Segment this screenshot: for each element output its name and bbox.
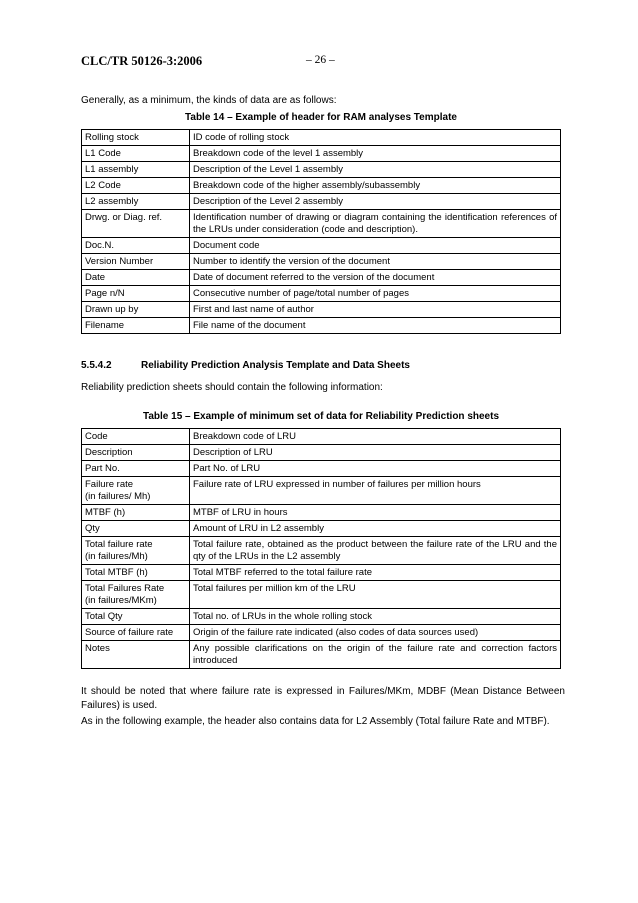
row-label: L1 assembly <box>82 162 190 178</box>
section-heading <box>81 360 410 371</box>
row-label: Doc.N. <box>82 238 190 254</box>
table-row <box>82 270 561 286</box>
table-row <box>82 254 561 270</box>
table-row <box>82 581 561 609</box>
section-title: Reliability Prediction Analysis Template and Data Sheets <box>141 360 410 371</box>
table-row <box>82 210 561 238</box>
table-row <box>82 477 561 505</box>
table-row <box>82 565 561 581</box>
table-row <box>82 238 561 254</box>
document-id: CLC/TR 50126-3:2006 <box>81 54 203 68</box>
row-label: L1 Code <box>82 146 190 162</box>
row-value: Description of LRU <box>190 445 561 461</box>
table-row <box>82 318 561 334</box>
row-value: Breakdown code of LRU <box>190 429 561 445</box>
intro-paragraph: Generally, as a minimum, the kinds of data are as follows: <box>81 95 337 106</box>
row-value: MTBF of LRU in hours <box>190 505 561 521</box>
row-label <box>82 581 190 609</box>
page-header <box>81 54 561 70</box>
section-number: 5.5.4.2 <box>81 360 112 371</box>
row-label-line: Total MTBF (h) <box>85 567 148 578</box>
row-value: Total failures per million km of the LRU <box>190 581 561 609</box>
row-label-line: Notes <box>85 643 110 654</box>
row-value: Part No. of LRU <box>190 461 561 477</box>
row-label-unit: (in failures/MKm) <box>85 595 157 606</box>
row-label <box>82 461 190 477</box>
row-value: Amount of LRU in L2 assembly <box>190 521 561 537</box>
row-value: ID code of rolling stock <box>190 130 561 146</box>
table-row <box>82 445 561 461</box>
row-label <box>82 641 190 669</box>
note-paragraph-2: As in the following example, the header also contains data for L2 Assembly (Total failure Rate and MTBF). <box>81 716 550 727</box>
row-label: Version Number <box>82 254 190 270</box>
row-value: Failure rate of LRU expressed in number of failures per million hours <box>190 477 561 505</box>
row-label-line: Source of failure rate <box>85 627 174 638</box>
row-value: File name of the document <box>190 318 561 334</box>
row-value: Date of document referred to the version of the document <box>190 270 561 286</box>
table-row <box>82 146 561 162</box>
table-15 <box>81 428 561 669</box>
row-value: Identification number of drawing or diagram containing the identification references of the LRUs under consideration (code and description). <box>190 210 561 238</box>
table-14 <box>81 129 561 334</box>
row-label <box>82 609 190 625</box>
row-value: Breakdown code of the higher assembly/subassembly <box>190 178 561 194</box>
row-value: Description of the Level 2 assembly <box>190 194 561 210</box>
row-label-line: Total Failures Rate <box>85 583 165 594</box>
row-label: Rolling stock <box>82 130 190 146</box>
row-label: Page n/N <box>82 286 190 302</box>
table-row <box>82 130 561 146</box>
table-row <box>82 162 561 178</box>
row-label <box>82 625 190 641</box>
row-value: Total no. of LRUs in the whole rolling stock <box>190 609 561 625</box>
row-value: Number to identify the version of the document <box>190 254 561 270</box>
table-row <box>82 429 561 445</box>
row-value: Consecutive number of page/total number of pages <box>190 286 561 302</box>
row-label-line: Qty <box>85 523 100 534</box>
row-label-line: Failure rate <box>85 479 134 490</box>
row-label-unit: (in failures/ Mh) <box>85 491 151 502</box>
table-row <box>82 521 561 537</box>
row-label: L2 Code <box>82 178 190 194</box>
table-row <box>82 641 561 669</box>
row-value: Breakdown code of the level 1 assembly <box>190 146 561 162</box>
page-number: – 26 – <box>306 54 335 66</box>
note-paragraph-1: It should be noted that where failure rate is expressed in Failures/MKm, MDBF (Mean Distance Between Failures) is used. <box>81 686 565 711</box>
table-row <box>82 625 561 641</box>
table-row <box>82 537 561 565</box>
row-label-unit: (in failures/Mh) <box>85 551 148 562</box>
row-value: Total failure rate, obtained as the product between the failure rate of the LRU and the qty of the LRUs in the L2 assembly <box>190 537 561 565</box>
row-label-line: Description <box>85 447 133 458</box>
table-row <box>82 178 561 194</box>
row-label <box>82 521 190 537</box>
row-label: Filename <box>82 318 190 334</box>
row-label <box>82 445 190 461</box>
table-row <box>82 302 561 318</box>
row-label-line: MTBF (h) <box>85 507 126 518</box>
row-value: Any possible clarifications on the origin of the failure rate and correction factors introduced <box>190 641 561 669</box>
row-value: Document code <box>190 238 561 254</box>
row-label-line: Part No. <box>85 463 120 474</box>
table-14-caption: Table 14 – Example of header for RAM analyses Template <box>185 112 457 123</box>
row-label <box>82 537 190 565</box>
row-label <box>82 429 190 445</box>
row-label: Drawn up by <box>82 302 190 318</box>
row-label-line: Code <box>85 431 108 442</box>
row-value: Description of the Level 1 assembly <box>190 162 561 178</box>
table-row <box>82 609 561 625</box>
row-label <box>82 505 190 521</box>
table-row <box>82 286 561 302</box>
row-label-line: Total failure rate <box>85 539 153 550</box>
row-value: Origin of the failure rate indicated (also codes of data sources used) <box>190 625 561 641</box>
table-row <box>82 461 561 477</box>
row-label <box>82 565 190 581</box>
row-label: L2 assembly <box>82 194 190 210</box>
row-label <box>82 477 190 505</box>
row-label: Drwg. or Diag. ref. <box>82 210 190 238</box>
section-intro: Reliability prediction sheets should contain the following information: <box>81 382 383 393</box>
row-value: Total MTBF referred to the total failure rate <box>190 565 561 581</box>
row-value: First and last name of author <box>190 302 561 318</box>
table-row <box>82 194 561 210</box>
table-15-caption: Table 15 – Example of minimum set of data for Reliability Prediction sheets <box>142 411 500 422</box>
row-label: Date <box>82 270 190 286</box>
row-label-line: Total Qty <box>85 611 123 622</box>
table-row <box>82 505 561 521</box>
